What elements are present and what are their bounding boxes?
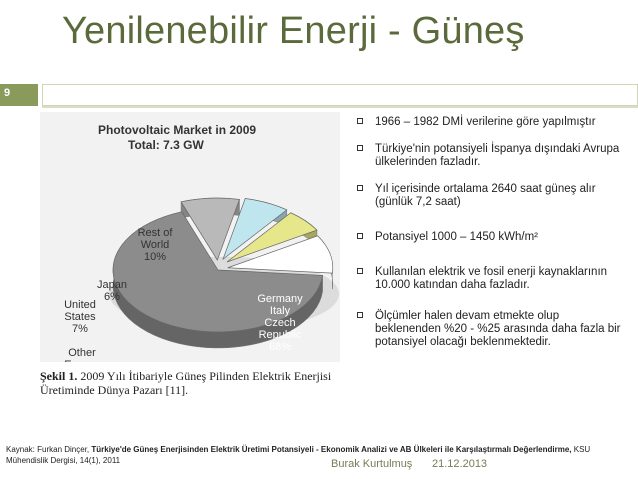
figure-caption-number: Şekil 1. [40, 369, 78, 383]
pie-slice-label-line: United [64, 299, 96, 311]
pie-slice-label-line [64, 359, 99, 362]
square-bullet-icon [357, 312, 363, 318]
figure-caption [40, 369, 340, 397]
bullet-item [355, 143, 625, 169]
footer-author: Burak Kurtulmuş [331, 458, 413, 470]
slide-title: Yenilenebilir Enerji - Güneş [62, 10, 525, 52]
pie-slice-label [64, 299, 96, 335]
pie-slice-label-line: 10% [143, 251, 167, 263]
bullet-item [355, 183, 625, 209]
bullet-list [355, 116, 625, 349]
pie-slice-label-line: Japan [97, 279, 127, 291]
bullet-item [355, 310, 625, 349]
bullet-text: Kullanılan elektrik ve fosil enerji kaynaklarının 10.000 katından daha fazladır. [375, 266, 608, 291]
bullet-text: Ölçümler halen devam etmekte olup beklenenden %20 - %25 arasında daha fazla bir potansiyel olacağı beklenmektedir. [375, 310, 621, 348]
pie-slice-label-line: World [140, 239, 170, 251]
bullet-item [355, 231, 625, 244]
title-divider [42, 84, 638, 106]
slide-number-bar [0, 84, 38, 106]
pie-chart-image [40, 112, 340, 362]
square-bullet-icon [357, 268, 363, 274]
pie-slice-label-line: Italy [269, 305, 291, 317]
chart-subtitle: Total: 7.3 GW [128, 138, 204, 152]
bullet-text: Potansiyel 1000 – 1450 kWh/m² [375, 231, 539, 243]
bullet-text: Yıl içerisinde ortalama 2640 saat güneş alır (günlük 7,2 saat) [375, 183, 596, 208]
chart-title: Photovoltaic Market in 2009 [98, 123, 257, 137]
pie-slice-label-line: Germany [257, 293, 303, 305]
source-citation [6, 444, 626, 466]
pie-slice-label-line: Republic [258, 329, 302, 341]
square-bullet-icon [357, 118, 363, 124]
pie-slice-label-line: Czech [264, 317, 296, 329]
source-title: Türkiye'de Güneş Enerjisinden Elektrik Üretimi Potansiyeli - Ekonomik Analizi ve AB Ülkeleri ile Karşılaştırmalı Değerlendirme, [91, 445, 572, 454]
bullet-item [355, 116, 625, 129]
pie-slice-label-line: 6% [104, 291, 120, 303]
pie-slice-label-line: States [64, 311, 96, 323]
pie-slice-label-line: Other [68, 347, 96, 359]
source-prefix: Kaynak: Furkan Dinçer, [6, 445, 92, 454]
square-bullet-icon [357, 185, 363, 191]
footer-date: 21.12.2013 [432, 458, 488, 470]
square-bullet-icon [357, 233, 363, 239]
square-bullet-icon [357, 145, 363, 151]
pie-slice-label [64, 347, 99, 362]
pie-slice-label-line: 7% [72, 323, 88, 335]
pie-chart [40, 112, 340, 362]
source-suffix: KSU Mühendislik Dergisi, 14(1), 2011 [6, 445, 591, 465]
bullet-text: 1966 – 1982 DMİ verilerine göre yapılmıştır [375, 116, 596, 128]
slide-number: 9 [4, 87, 11, 99]
pie-slice-label-line: 68% [268, 341, 292, 353]
bullet-item [355, 266, 625, 292]
pie-slice-label-line: Rest of [137, 227, 173, 239]
bullet-text: Türkiye'nin potansiyeli İspanya dışındaki Avrupa ülkelerinden fazladır. [375, 143, 620, 168]
figure-caption-text: 2009 Yılı İtibariyle Güneş Pilinden Elektrik Enerjisi Üretiminde Dünya Pazarı [11]. [40, 369, 332, 397]
